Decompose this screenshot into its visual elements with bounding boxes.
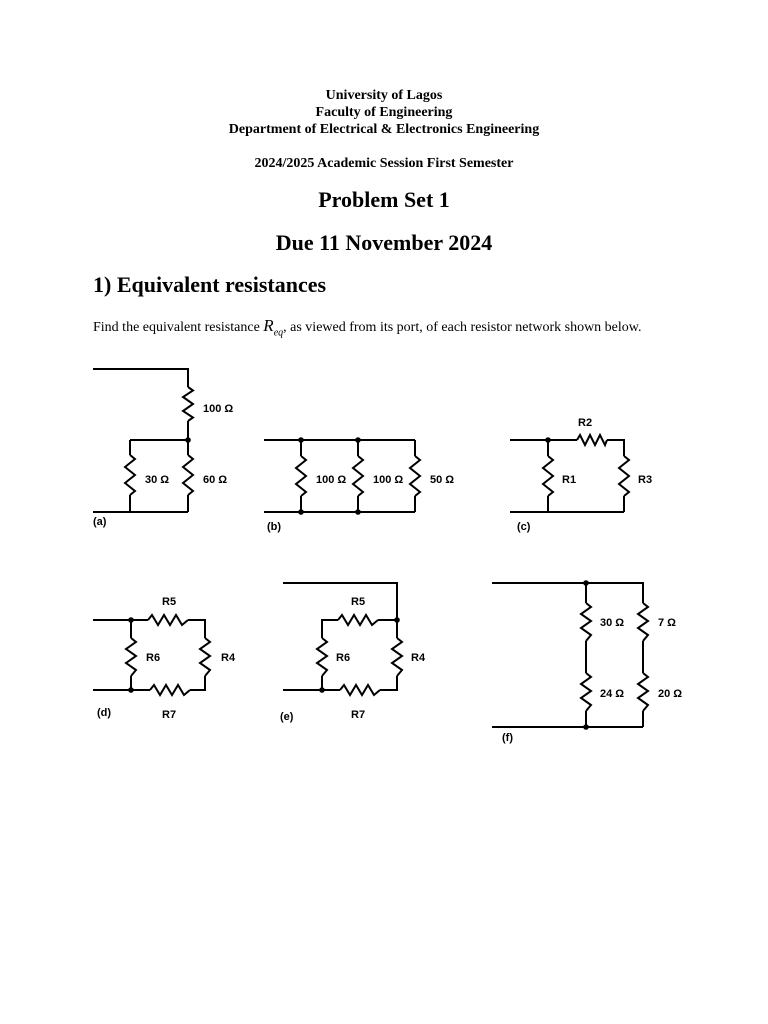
circuit-c-resistor-r2	[577, 435, 607, 445]
section-heading: 1) Equivalent resistances	[93, 272, 327, 297]
circuit-a-wires	[93, 369, 188, 512]
due-date: Due 11 November 2024	[275, 230, 493, 255]
circuit-e-label-r6: R6	[336, 652, 351, 664]
circuit-d-resistor-r5	[148, 615, 188, 625]
circuit-c-resistor-r1	[543, 456, 553, 496]
circuit-f-caption: (f)	[502, 732, 513, 744]
circuit-b-resistor-3	[410, 456, 420, 496]
circuit-b-resistor-2	[353, 456, 363, 496]
circuit-e-label-r4: R4	[411, 652, 426, 664]
circuit-b-label-r1: 100 Ω	[316, 474, 347, 486]
circuit-f-label-7: 7 Ω	[658, 617, 676, 629]
department-name: Department of Electrical & Electronics Engineering	[228, 122, 540, 137]
intro-text-end: , as viewed from its port, of each resistor network shown below.	[283, 320, 642, 335]
circuit-e-label-r5: R5	[351, 596, 366, 608]
circuit-b-caption: (b)	[267, 521, 282, 533]
circuit-f-label-20: 20 Ω	[658, 688, 683, 700]
circuit-c-resistor-r3	[619, 456, 629, 496]
circuit-f-label-30: 30 Ω	[600, 617, 625, 629]
circuit-d-resistor-r4	[200, 638, 210, 676]
faculty-name: Faculty of Engineering	[315, 105, 453, 120]
circuit-b-label-r3: 50 Ω	[430, 474, 455, 486]
circuit-d-resistor-r7	[150, 685, 190, 695]
circuit-b-label-r2: 100 Ω	[373, 474, 404, 486]
circuit-f-label-24: 24 Ω	[600, 688, 625, 700]
circuit-e-label-r7: R7	[351, 709, 366, 721]
circuit-f-resistor-7	[638, 603, 648, 641]
university-name: University of Lagos	[325, 88, 443, 103]
intro-text-start: Find the equivalent resistance	[93, 320, 264, 335]
circuit-d-label-r5: R5	[162, 596, 177, 608]
req-subscript: eq	[273, 327, 284, 339]
circuit-f-resistor-20	[638, 673, 648, 711]
circuit-f-wires	[492, 583, 643, 727]
circuit-c-label-r1: R1	[562, 474, 577, 486]
circuit-b-resistor-1	[296, 456, 306, 496]
circuit-d-resistor-r6	[126, 638, 136, 676]
circuit-f-resistor-30	[581, 603, 591, 641]
circuit-e-resistor-r6	[317, 638, 327, 676]
circuit-a-resistor-30	[125, 455, 135, 495]
circuit-a-resistor-60	[183, 455, 193, 495]
circuit-a-label-30: 30 Ω	[145, 474, 170, 486]
circuit-e-caption: (e)	[280, 711, 294, 723]
circuit-d-label-r7: R7	[162, 709, 177, 721]
circuit-a-caption: (a)	[93, 516, 107, 528]
circuit-e-resistor-r5	[338, 615, 378, 625]
circuit-d-caption: (d)	[97, 707, 112, 719]
circuit-a-label-60: 60 Ω	[203, 474, 228, 486]
circuit-c-label-r3: R3	[638, 474, 653, 486]
circuit-f-resistor-24	[581, 673, 591, 711]
circuit-c-caption: (c)	[517, 521, 531, 533]
circuit-c-label-r2: R2	[578, 417, 593, 429]
circuit-e-wires	[283, 583, 397, 690]
circuit-e-resistor-r7	[340, 685, 380, 695]
document-title: Problem Set 1	[318, 187, 450, 212]
circuit-a-label-100: 100 Ω	[203, 403, 234, 415]
circuit-a-resistor-100	[183, 387, 193, 421]
circuit-d-label-r4: R4	[221, 652, 236, 664]
circuit-e-resistor-r4	[392, 638, 402, 676]
circuit-d-label-r6: R6	[146, 652, 161, 664]
academic-session: 2024/2025 Academic Session First Semester	[254, 156, 514, 171]
req-letter: R	[263, 316, 274, 335]
